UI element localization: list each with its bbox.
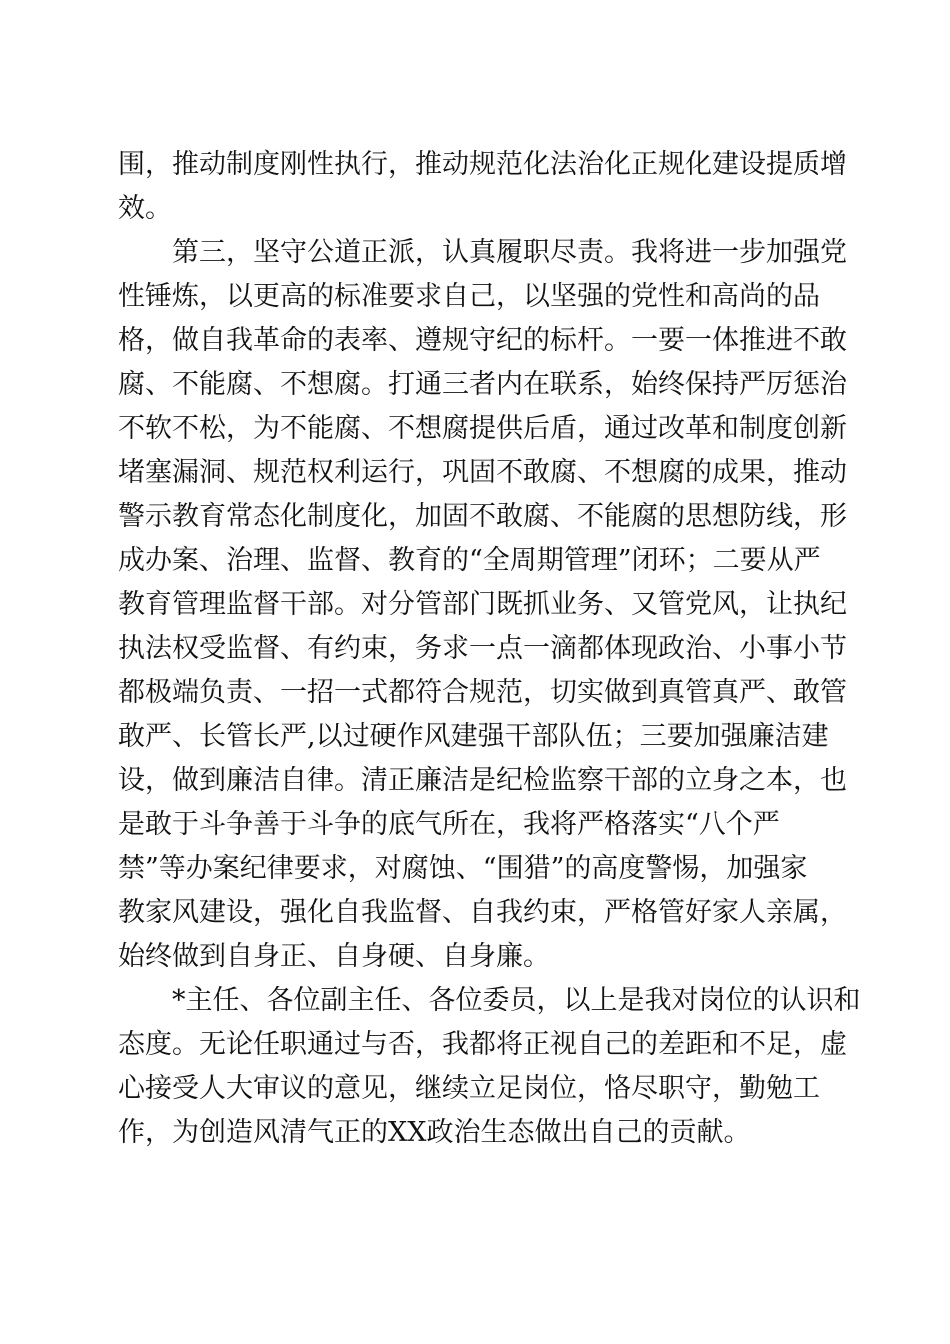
paragraph-third-point — [118, 231, 847, 979]
text-line: 围，推动制度刚性执行，推动规范化法治化正规化建设提质增 — [118, 149, 847, 180]
text-line: 教家风建设，强化自我监督、自我约束，严格管好家人亲属， — [118, 897, 847, 928]
text-line: 都极端负责、一招一式都符合规范，切实做到真管真严、敢管 — [118, 677, 847, 708]
text-line: 不软不松，为不能腐、不想腐提供后盾，通过改革和制度创新 — [118, 413, 847, 444]
text-line: 态度。无论任职通过与否，我都将正视自己的差距和不足，虚 — [118, 1029, 847, 1060]
paragraph-closing — [118, 979, 861, 1155]
text-line: 格，做自我革命的表率、遵规守纪的标杆。一要一体推进不敢 — [118, 325, 847, 356]
text-line: 教育管理监督干部。对分管部门既抓业务、又管党风，让执纪 — [118, 589, 847, 620]
text-line: 效。 — [118, 193, 172, 224]
text-line: 是敢于斗争善于斗争的底气所在，我将严格落实“八个严 — [118, 809, 780, 840]
text-line: 性锤炼，以更高的标准要求自己，以坚强的党性和高尚的品 — [118, 281, 820, 312]
text-line: 腐、不能腐、不想腐。打通三者内在联系，始终保持严厉惩治 — [118, 369, 847, 400]
text-line: 作，为创造风清气正的XX政治生态做出自己的贡献。 — [118, 1117, 751, 1148]
text-line: 禁”等办案纪律要求，对腐蚀、“围猎”的高度警惕，加强家 — [118, 853, 808, 884]
text-line: *主任、各位副主任、各位委员，以上是我对岗位的认识和 — [172, 985, 861, 1016]
text-line: 始终做到自身正、自身硬、自身廉。 — [118, 941, 550, 972]
text-line: 设，做到廉洁自律。清正廉洁是纪检监察干部的立身之本，也 — [118, 765, 847, 796]
text-line: 执法权受监督、有约束，务求一点一滴都体现政治、小事小节 — [118, 633, 847, 664]
text-line: 警示教育常态化制度化，加固不敢腐、不能腐的思想防线，形 — [118, 501, 847, 532]
text-line: 敢严、长管长严,以过硬作风建强干部队伍；三要加强廉洁建 — [118, 721, 829, 752]
text-line: 成办案、治理、监督、教育的“全周期管理”闭环；二要从严 — [118, 545, 821, 576]
text-line: 堵塞漏洞、规范权利运行，巩固不敢腐、不想腐的成果，推动 — [118, 457, 847, 488]
paragraph-continuation — [118, 143, 847, 231]
text-line: 心接受人大审议的意见，继续立足岗位，恪尽职守，勤勉工 — [118, 1073, 820, 1104]
text-line: 第三，坚守公道正派，认真履职尽责。我将进一步加强党 — [172, 237, 847, 268]
document-body — [118, 143, 861, 1155]
